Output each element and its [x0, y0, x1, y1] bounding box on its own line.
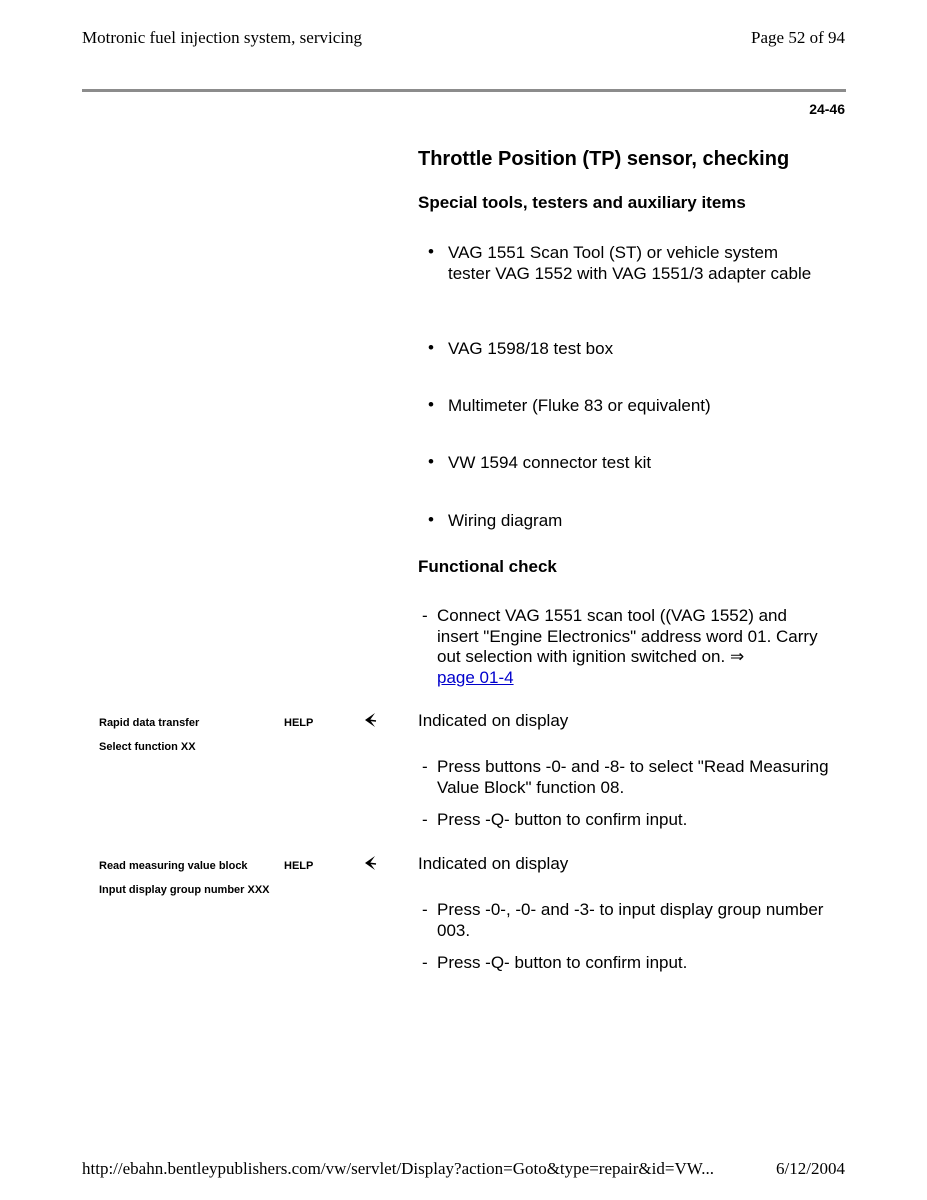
indicated-on-display: Indicated on display [418, 711, 569, 730]
print-date: 6/12/2004 [776, 1159, 845, 1178]
bullet-icon: • [428, 510, 434, 529]
step-text: Press -Q- button to confirm input. [437, 810, 688, 829]
step-text: Press -Q- button to confirm input. [437, 953, 688, 972]
display-line-1: Rapid data transfer [99, 717, 200, 729]
page-title: Throttle Position (TP) sensor, checking [418, 148, 790, 170]
step-text [437, 606, 832, 688]
page-link[interactable]: page 01-4 [437, 667, 514, 687]
page-number: Page 52 of 94 [751, 28, 845, 47]
bullet-icon: • [428, 452, 434, 471]
display-help: HELP [284, 860, 314, 872]
step-text: Press buttons -0- and -8- to select "Read Measuring Value Block" function 08. [437, 757, 829, 797]
list-item-text: VAG 1598/18 test box [448, 339, 614, 358]
list-item-text: VAG 1551 Scan Tool (ST) or vehicle system tester VAG 1552 with VAG 1551/3 adapter cable [448, 243, 812, 283]
bullet-icon: • [428, 395, 434, 414]
list-item-text: Wiring diagram [448, 511, 563, 530]
document-title: Motronic fuel injection system, servicing [82, 28, 362, 47]
bullet-icon: • [428, 338, 434, 357]
display-line-1: Read measuring value block [99, 860, 248, 872]
indicated-on-display: Indicated on display [418, 854, 569, 873]
display-help: HELP [284, 717, 314, 729]
bullet-icon: • [428, 242, 434, 261]
tools-heading: Special tools, testers and auxiliary items [418, 193, 746, 212]
list-item-text: Multimeter (Fluke 83 or equivalent) [448, 396, 711, 415]
dash-marker: - [422, 757, 428, 776]
pointer-arrow-icon [362, 855, 378, 871]
source-url: http://ebahn.bentleypublishers.com/vw/servlet/Display?action=Goto&type=repair&id=VW... [82, 1159, 714, 1178]
pointer-arrow-icon [362, 712, 378, 728]
step-text: Press -0-, -0- and -3- to input display group number 003. [437, 900, 824, 940]
section-code: 24-46 [809, 101, 845, 117]
display-line-2: Select function XX [99, 741, 196, 753]
functional-check-heading: Functional check [418, 557, 557, 576]
dash-marker: - [422, 900, 428, 919]
dash-marker: - [422, 810, 428, 829]
dash-marker: - [422, 606, 428, 625]
dash-marker: - [422, 953, 428, 972]
list-item-text: VW 1594 connector test kit [448, 453, 652, 472]
display-line-2: Input display group number XXX [99, 884, 270, 896]
step-text-body: Connect VAG 1551 scan tool ((VAG 1552) and insert "Engine Electronics" address word 01. Carry out selection with ignition switched on. ⇒ [437, 606, 818, 666]
header-divider [82, 89, 846, 92]
